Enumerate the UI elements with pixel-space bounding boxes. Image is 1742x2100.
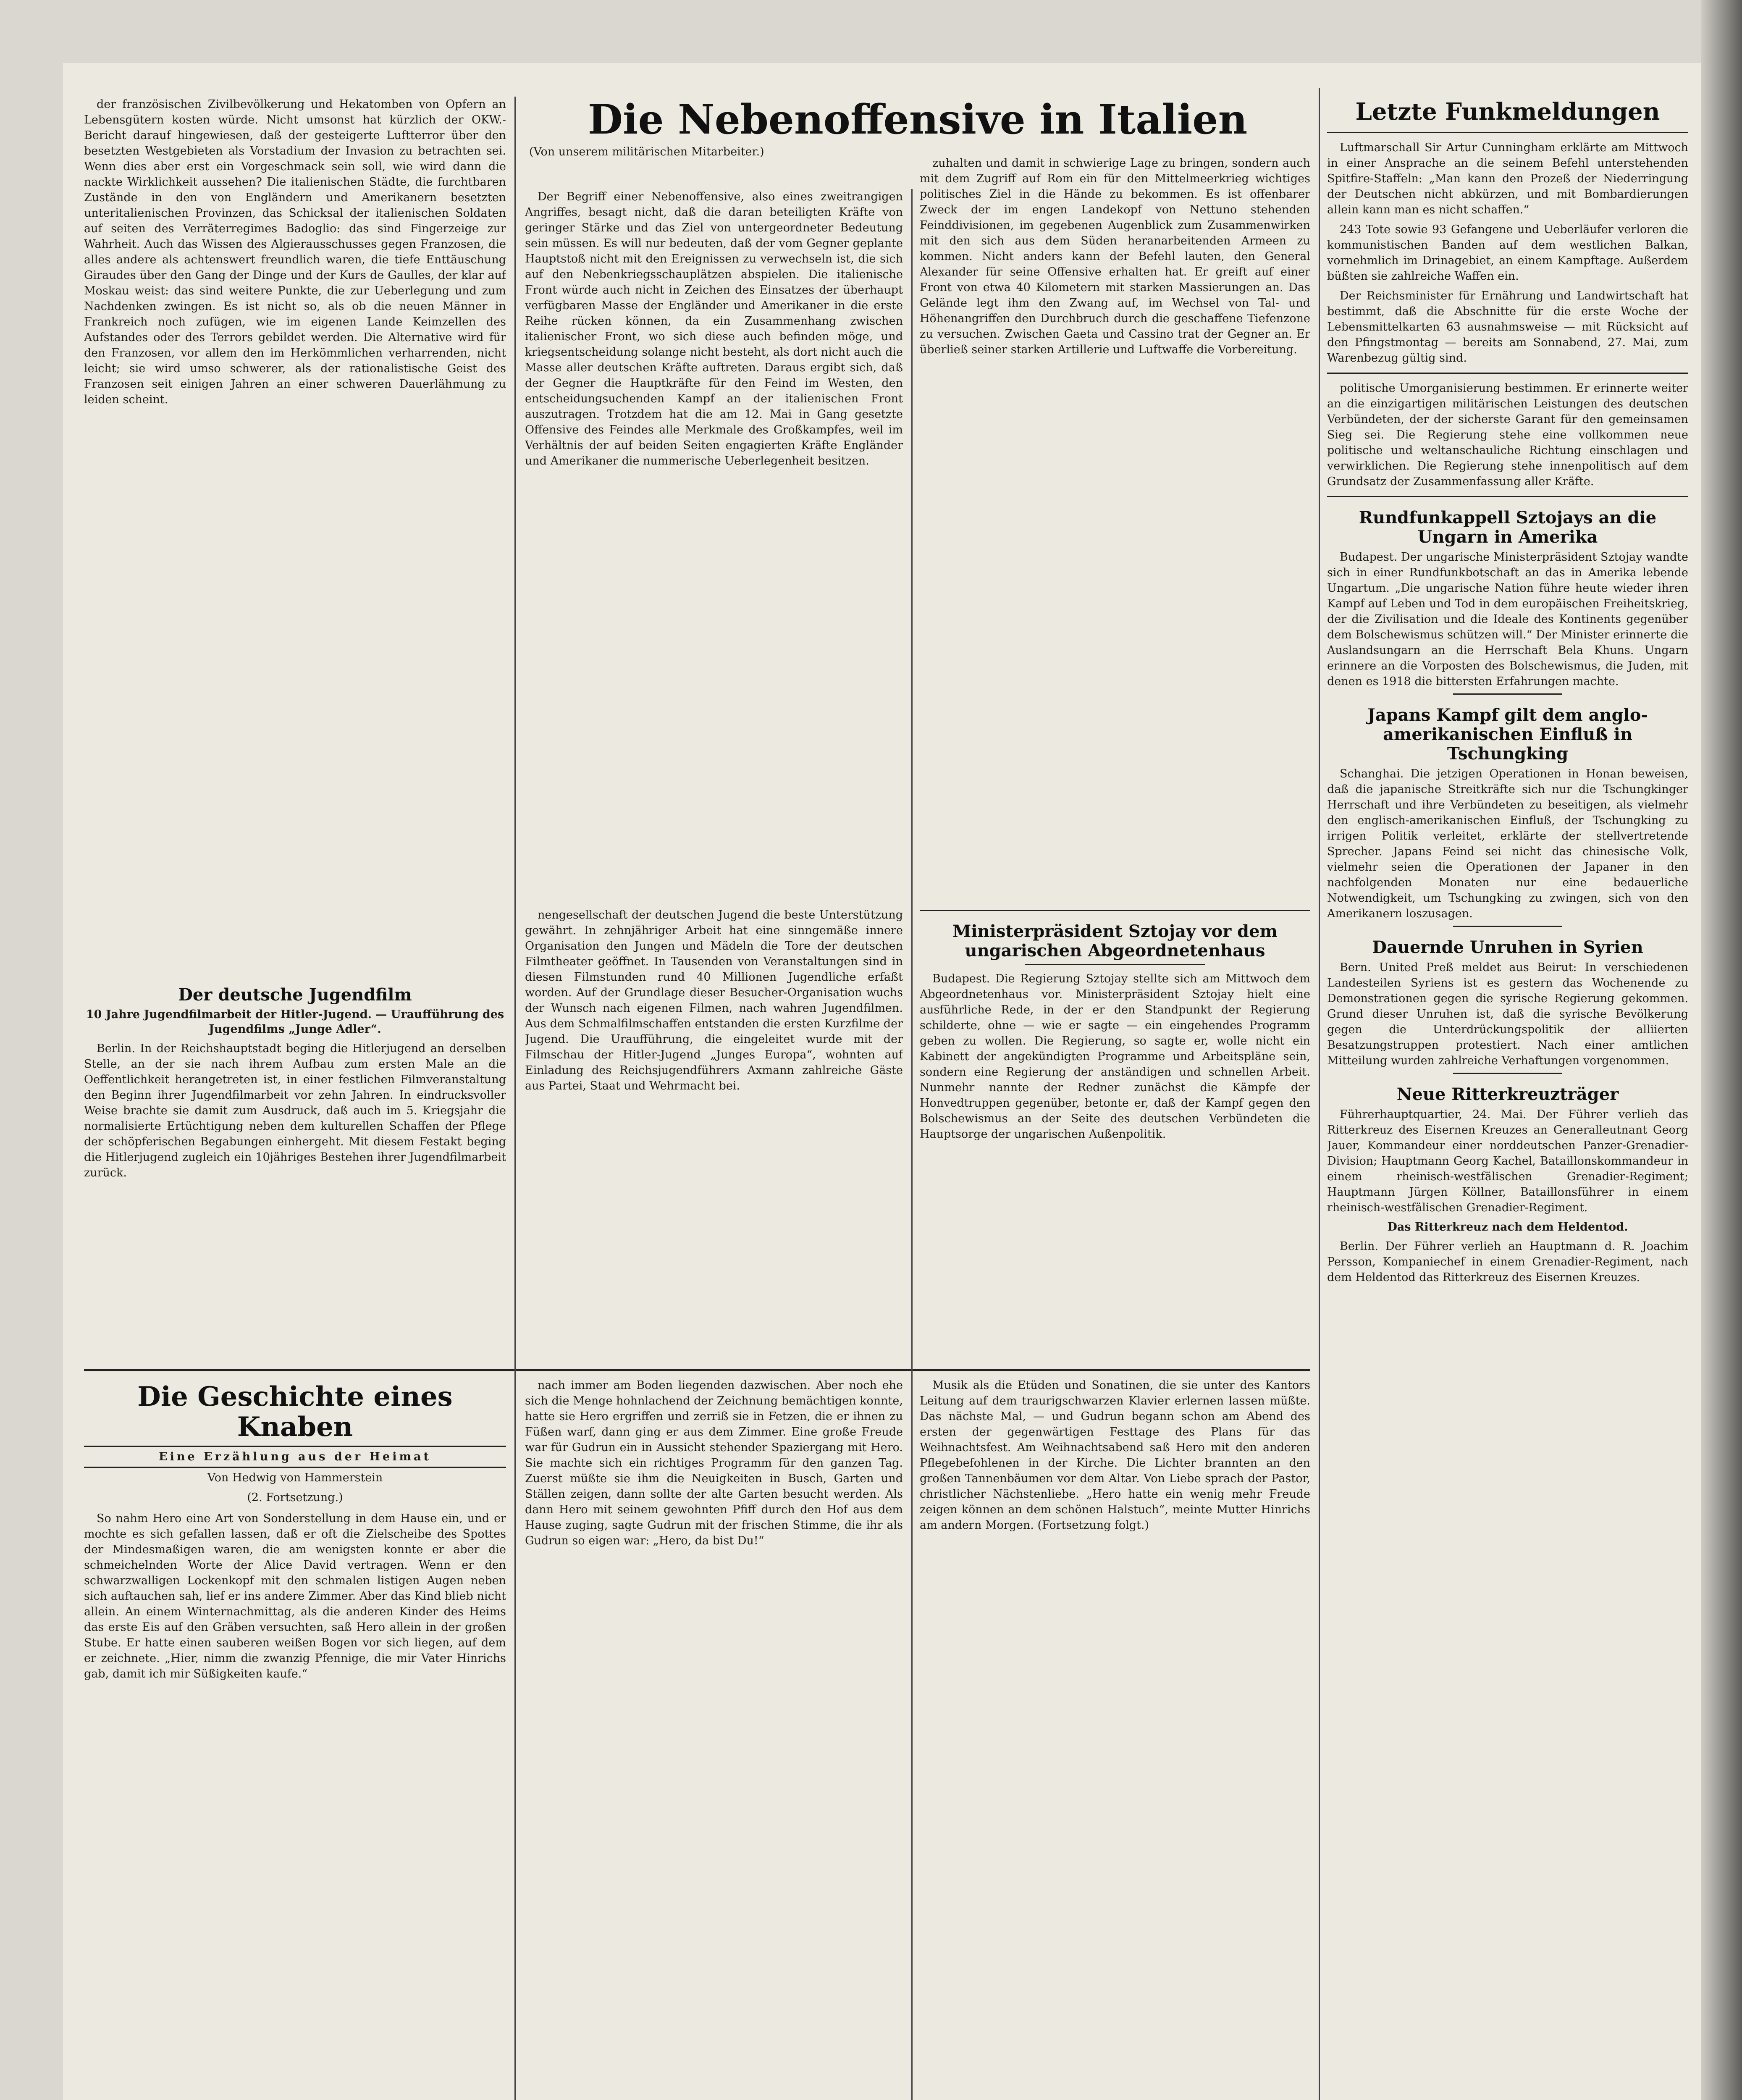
main-article-text-1: Der Begriff einer Nebenoffensive, also eines zweitrangigen Angriffes, besagt nicht, daß die daran beteiligten Kräfte von geringer Stärke und das Ziel von untergeordneter Bedeutung sein müssen. Es will nur bedeuten, daß der vom Gegner geplante Hauptstoß nicht mit den Ereignissen zu verwechseln ist, die sich auf den Nebenkriegsschauplätzen abspielen. Die italienische Front würde auch nicht in Zeichen des Einsatzes der überhaupt verfügbaren Masse der Engländer und Amerikaner in die erste Reihe rücken können, da ein Zusammenhang zwischen italienischer Front, wo sich diese auch befinden möge, und kriegsentscheidung solange nicht besteht, als dort nicht auch die Masse aller deutschen Kräfte auftreten. Daraus ergibt sich, daß der Gegner die Hauptkräfte für den Feind im Westen, den entscheidungsuchenden Kampf an der italienischen Front auszutragen. Trotzdem hat die am 12. Mai in Gang gesetzte Offensive des Feindes alle Merkmale des Großkampfes, weil im Verhältnis der auf beiden Seiten engagierten Kräfte Engländer und Amerikaner die nummerische Ueberlegenheit besitzen. [525,190,903,467]
letzte-headline: Letzte Funkmeldungen [1355,98,1660,126]
ungarn-amerika-text: Budapest. Der ungarische Ministerpräsident Sztojay wandte sich in einer Rundfunkbotschaft an das in Amerika lebende Ungartum. „Die ungarische Nation führe heute wieder ihren Kampf auf Leben und Tod in dem europäischen Freiheitskrieg, der die Zivilisation und die Ideale des Kontinents gegenüber dem Bolschewismus schützen will.“ Der Minister erinnerte die Auslandsungarn an die Herrschaft Bela Khuns. Ungarn erinnere an die Vorposten des Bolschewismus, die Juden, mit denen es 1918 die bittersten Erfahrungen machte. [1327,551,1688,688]
knabe-rule-2 [84,1467,506,1468]
japans-text: Schanghai. Die jetzigen Operationen in Honan beweisen, daß die japanische Streitkräfte sich nur die Tschungkinger Herrschaft und ihre Verbündeten zu beseitigen, als vielmehr den englisch-amerikanischen Einfluß, der Tschungking zu irrigen Politik verleitet, erklärte der stellvertretende Sprecher. Japans Feind sei nicht das chinesische Volk, vielmehr seien die Operationen der Japaner in den nachfolgenden Monaten nur eine bedauerliche Notwendigkeit, um Tschungking zu zwingen, sich von den Amerikanern loszusagen. [1327,767,1688,920]
jugendfilm-headline: Der deutsche Jugendfilm [178,985,412,1005]
knabe-col1 [84,1378,506,2100]
letzte-p1: Luftmarschall Sir Artur Cunningham erklärte am Mittwoch in einer Ansprache an die seinem Befehl unterstehenden Spitfire-Staffeln: „Man kann den Prozeß der Niederringung der Deutschen nicht abkürzen, und mit Bombardierungen allein kann man es nicht schaffen.“ [1327,141,1688,216]
main-byline: (Von unserem militärischen Mitarbeiter.) [529,145,764,158]
ritter-text-2: Berlin. Der Führer verlieh an Hauptmann d. R. Joachim Persson, Kompaniechef in einem Grenadier-Regiment, nach dem Heldentod das Ritterkreuz des Eisernen Kreuzes. [1327,1240,1688,1284]
knabe-rule [84,1446,506,1447]
sztojay-divider [920,910,1310,911]
letzte-p3: Der Reichsminister für Ernährung und Landwirtschaft hat bestimmt, daß die Abschnitte für die erste Woche der Lebensmittelkarten 63 ausnahmsweise — mit Rücksicht auf den Pfingstmontag — bereits am Sonnabend, 27. Mai, zum Warenbezug gültig sind. [1327,289,1688,365]
knabe-text-3: Musik als die Etüden und Sonatinen, die sie unter des Kantors Leitung auf dem traurigschwarzen Klavier erlernen lassen müßte. Das nächste Mal, — und Gudrun begann schon am Abend des ersten der gegenwärtigen Festtage des Plans für das Weihnachtsfest. Am Weihnachtsabend saß Hero mit den anderen Pflegebefohlenen in der Kirche. Die Lichter brannten an den großen Tannenbäumen vor dem Altar. Von Liebe sprach der Pastor, christlicher Nächstenliebe. „Hero hatte ein wenig mehr Freude zeigen können an dem schönen Halstuch“, meinte Mutter Hinrichs am andern Morgen. (Fortsetzung folgt.) [920,1379,1310,1532]
column-rule-3 [1319,88,1320,2100]
jugendfilm-text-2: nengesellschaft der deutschen Jugend die beste Unterstützung gewährt. In zehnjähriger Arbeit hat eine sinngemäße innere Organisation den Jungen und Mädeln die Tore der deutschen Filmtheater geöffnet. In Tausenden von Veranstaltungen sind in diesen Filmstunden rund 40 Millionen Jugendliche erfaßt worden. Auf der Grundlage dieser Besucher-Organisation wuchs der Wunsch nach eigenen Filmen, nach wahren Jugendfilmen. Aus dem Schmalfilmschaffen entstanden die ersten Kurzfilme der Jugend. Die Uraufführung, die eingeleitet wurde mit der Filmschau der Hitler-Jugend „Junges Europa“, wohnten auf Einladung des Reichsjugendführers Axmann zahlreiche Gäste aus Partei, Staat und Wehrmacht bei. [525,908,903,1092]
knabe-headline: Die Geschichte eines Knaben [137,1381,453,1443]
knabe-installment: (2. Fortsetzung.) [247,1491,343,1504]
ungarn-amerika-headline: Rundfunkappell Sztojays an die Ungarn in Amerika [1359,508,1657,547]
ritter-headline: Neue Ritterkreuzträger [1396,1084,1619,1104]
letzte-rule-2 [1327,373,1688,374]
sztojay-article [920,903,1310,1365]
left-intro-column [84,97,506,970]
knabe-text-2: nach immer am Boden liegenden dazwischen. Aber noch ehe sich die Menge hohnlachend der Zeichnung bemächtigen konnte, hatte sie Hero ergriffen und zerriß sie in Fetzen, die er ihnen zu Füßen warf, dann ging er aus dem Zimmer. Eine große Freude war für Gudrun ein in Aussicht stehender Spaziergang mit Hero. Sie machte sich ein richtiges Programm für den ganzen Tag. Zuerst müßte sie ihm die Neuigkeiten in Busch, Garten und Ställen zeigen, dann sollte der alte Garten besucht werden. Als dann Hero mit seinem gewohnten Pfiff durch den Hof aus dem Hause zuging, sagte Gudrun mit der frischen Stimme, die ihr als Gudrun so eigen war: „Hero, da bist Du!“ [525,1379,903,1547]
left-intro-text: der französischen Zivilbevölkerung und Hekatomben von Opfern an Lebensgütern kosten würde. Nicht umsonst hat kürzlich der OKW.-Bericht darauf hingewiesen, daß der gesteigerte Luftterror über den besetzten Westgebieten als Vorstadium der Invasion zu betrachten sei. Wenn dies aber erst ein Vorgeschmack sein soll, wie wird dann die nackte Wirklichkeit aussehen? Die italienischen Städte, die furchtbaren Zustände in den von Engländern und Amerikanern besetzten unteritalienischen Provinzen, das Schicksal der italienischen Soldaten auf seiten des Verräterregimes Badoglio: das sind Fingerzeige zur Wahrheit. Auch das Wissen des Algierausschusses gegen Franzosen, die alles andere als achtenswert freundlich waren, die tiefe Enttäuschung Giraudes über den Gang der Dinge und der Kurs de Gaulles, der klar auf Moskau weist: das sind weitere Punkte, die zur Ueberlegung und zum Nachdenken zwingen. Es ist nicht so, als ob die neuen Männer in Frankreich noch zufügen, wie im eigenen Lande Keimzellen des Aufstandes oder des Terrors gebildet werden. Die Alternative wird für den Franzosen, vor allem den im Herkömmlichen verharrenden, nicht leicht; sie wird umso schwerer, als der rationalistische Geist des Franzosen seit einigen Jahren an einer schweren Dauerlähmung zu leiden scheint. [84,98,506,406]
main-article-text-2: zuhalten und damit in schwierige Lage zu bringen, sondern auch mit dem Zugriff auf Rom ein für den Mittelmeerkrieg wichtiges politisches Ziel in die Hände zu bekommen. Es ist offenbarer Zweck der im engen Landekopf von Nettuno stehenden Feinddivisionen, im gegebenen Augenblick zum Zusammenwirken mit den sich aus dem Süden heranarbeitenden Armeen zu kommen. Nicht anders kann der Befehl lauten, den General Alexander für seine Offensive erhalten hat. Er greift auf einer Front von etwa 40 Kilometern mit starken Massierungen an. Das Gelände legt ihm den Zwang auf, im Wechsel von Tal- und Höhenangriffen den Durchbruch durch die geschaffene Tiefenzone zu versuchen. Zwischen Gaeta und Cassino trat der Gegner an. Er überließ seiner starken Artillerie und Luftwaffe die Vorbereitung. [920,157,1310,356]
ritter-rule [1453,1073,1562,1074]
knabe-author: Von Hedwig von Hammerstein [207,1471,383,1484]
knabe-col3 [920,1378,1310,2100]
letzte-rule [1327,132,1688,133]
syrien-headline: Dauernde Unruhen in Syrien [1372,937,1643,957]
jugendfilm-subhead: 10 Jahre Jugendfilmarbeit der Hitler-Jugend. — Uraufführung des Jugendfilms „Junge Adler“. [86,1008,504,1036]
sztojay-headline: Ministerpräsident Sztojay vor dem ungarischen Abgeordnetenhaus [952,921,1278,961]
right-column [1327,88,1688,2100]
japans-headline: Japans Kampf gilt dem anglo-amerikanischen Einfluß in Tschungking [1367,705,1648,764]
letzte-p2: 243 Tote sowie 93 Gefangene und Ueberläufer verloren die kommunistischen Banden auf dem westlichen Balkan, vornehmlich im Drinagebiet, an einem Kampftage. Außerdem büßten sie zahlreiche Waffen ein. [1327,223,1688,283]
main-article-col2 [920,155,1310,899]
ungarn-rule [1327,496,1688,497]
jugendfilm-text: Berlin. In der Reichshauptstadt beging die Hitlerjugend an derselben Stelle, an der sie nach ihrem Aufbau zum ersten Male an die Oeffentlichkeit herangetreten ist, in einer festlichen Filmveranstaltung den Beginn ihrer Jugendfilmarbeit vor zehn Jahren. In eindrucksvoller Weise brachte sie damit zum Ausdruck, daß auch im 5. Kriegsjahr die normalisierte Ertüchtigung neben dem kulturellen Schaffen der Pflege der schöpferischen Begabungen einhergeht. Mit diesem Festakt beging die Hitlerjugend zugleich ein 10jähriges Bestehen ihrer Jugendfilmarbeit zurück. [84,1042,506,1179]
column-rule-1 [514,97,516,2100]
japans-rule [1453,693,1562,695]
ritter-text: Führerhauptquartier, 24. Mai. Der Führer verlieh das Ritterkreuz des Eisernen Kreuzes an Generalleutnant Georg Jauer, Kommandeur einer norddeutschen Panzer-Grenadier-Division; Hauptmann Georg Kachel, Bataillonskommandeur in einem rheinisch-westfälischen Grenadier-Regiment; Hauptmann Jürgen Köllner, Bataillonsführer in einem rheinisch-westfälischen Grenadier-Regiment. [1327,1108,1688,1214]
main-article-col1 [525,189,903,903]
syrien-text: Bern. United Preß meldet aus Beirut: In verschiedenen Landesteilen Syriens ist es gestern das Wochenende zu Demonstrationen gegen die syrische Regierung gekommen. Grund dieser Unruhen ist, daß die syrische Bevölkerung gegen die Unterdrückungspolitik der alliierten Besatzungstruppen protestiert. Nach einer amtlichen Mitteilung wurden zahlreiche Verhaftungen vorgenommen. [1327,961,1688,1067]
ritter-subhead: Das Ritterkreuz nach dem Heldentod. [1387,1221,1628,1234]
book-binding-edge [1701,0,1742,2100]
newspaper-page [63,63,1701,2100]
knabe-col2 [525,1378,903,2100]
jugendfilm-continued [525,907,903,1365]
main-headline: Die Nebenoffensive in Italien [588,96,1248,143]
knabe-subtitle: Eine Erzählung aus der Heimat [159,1450,431,1463]
knabe-text-1: So nahm Hero eine Art von Sonderstellung in dem Hause ein, und er mochte es sich gefallen lassen, daß er oft die Zielscheibe des Spottes der Mindesmaßigen waren, die am wenigsten konnte er aber die schmeichelnden Worte der Alice David vertragen. Wenn er den schwarzwalligen Lockenkopf mit den schmalen listigen Augen neben sich auftauchen sah, lief er ins andere Zimmer. Aber das Kind blieb nicht allein. An einem Winternachmittag, als die anderen Kinder des Heims das erste Eis auf den Gräben versuchten, saß Hero allein in der großen Stube. Er hatte einen sauberen weißen Bogen vor sich liegen, auf dem er zeichnete. „Hier, nimm die zwanzig Pfennige, die mir Vater Hinrichs gab, damit ich mir Süßigkeiten kaufe.“ [84,1512,506,1680]
syrien-rule [1453,926,1562,927]
jugendfilm-article [84,974,506,1361]
column-rule-2 [911,189,913,2100]
sztojay-text: Budapest. Die Regierung Sztojay stellte sich am Mittwoch dem Abgeordnetenhaus vor. Ministerpräsident Sztojay hielt eine ausführliche Rede, in der er den Standpunkt der Regierung schilderte, ohne — wie er sagte — ein eingehendes Programm geben zu wollen. Die Regierung, so sagte er, wolle nicht ein Kabinett der angekündigten Programme und Arbeitspläne sein, sondern eine Regierung der anständigen und schnellen Arbeit. Nunmehr nannte der Redner zunächst die Kämpfe der Honvedtruppen gegenüber, betonte er, daß der Kampf gegen den Bolschewismus an der Seite des deutschen Verbündeten die Hauptsorge der ungarischen Außenpolitik. [920,972,1310,1141]
letzte-p4: politische Umorganisierung bestimmen. Er erinnerte weiter an die einzigartigen militärischen Leistungen des deutschen Verbündeten, der der sicherste Garant für den gemeinsamen Sieg sei. Die Regierung stehe eine vollkommen neue politische und weltanschauliche Richtung einschlagen und verwirklichen. Die Regierung stehe innenpolitisch auf dem Grundsatz der Zusammenfassung aller Kräfte. [1327,382,1688,488]
sztojay-divider-2 [1025,964,1205,965]
feuilleton-rule [84,1369,1310,1371]
